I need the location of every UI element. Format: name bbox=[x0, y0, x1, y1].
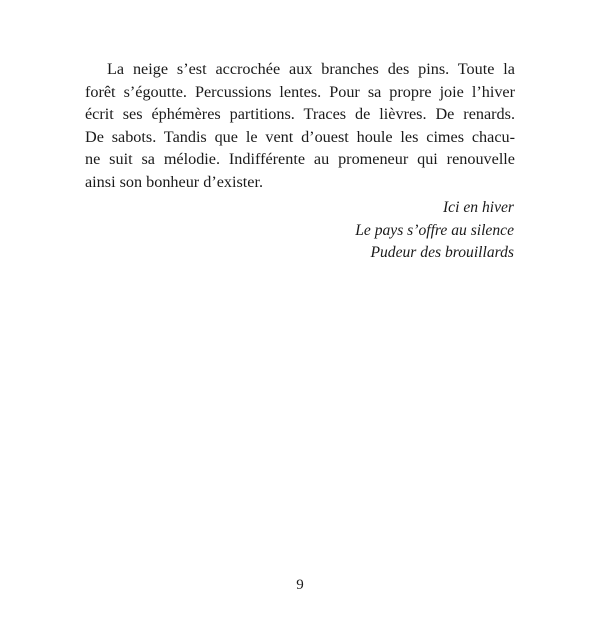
page-number: 9 bbox=[296, 577, 304, 593]
poem-verse: Le pays s’offre au silence bbox=[355, 221, 514, 239]
prose-line: ne suit sa mélodie. Indifférente au promeneur qui renouvelle bbox=[85, 150, 515, 168]
prose-line: ainsi son bonheur d’exister. bbox=[85, 172, 264, 191]
prose-line: forêt s’égoutte. Percussions lentes. Pour sa propre joie l’hiver bbox=[85, 82, 515, 101]
prose-line: De sabots. Tandis que le vent d’ouest houle les cimes chacu- bbox=[85, 127, 515, 146]
poem-verse: Ici en hiver bbox=[442, 199, 514, 216]
poem-verse: Pudeur des brouillards bbox=[370, 244, 514, 261]
prose-line: La neige s’est accrochée aux branches des pins. Toute la bbox=[107, 60, 515, 78]
prose-paragraph bbox=[85, 58, 515, 193]
prose-line: écrit ses éphémères partitions. Traces de lièvres. De renards. bbox=[85, 105, 515, 123]
haiku-poem bbox=[355, 197, 514, 265]
